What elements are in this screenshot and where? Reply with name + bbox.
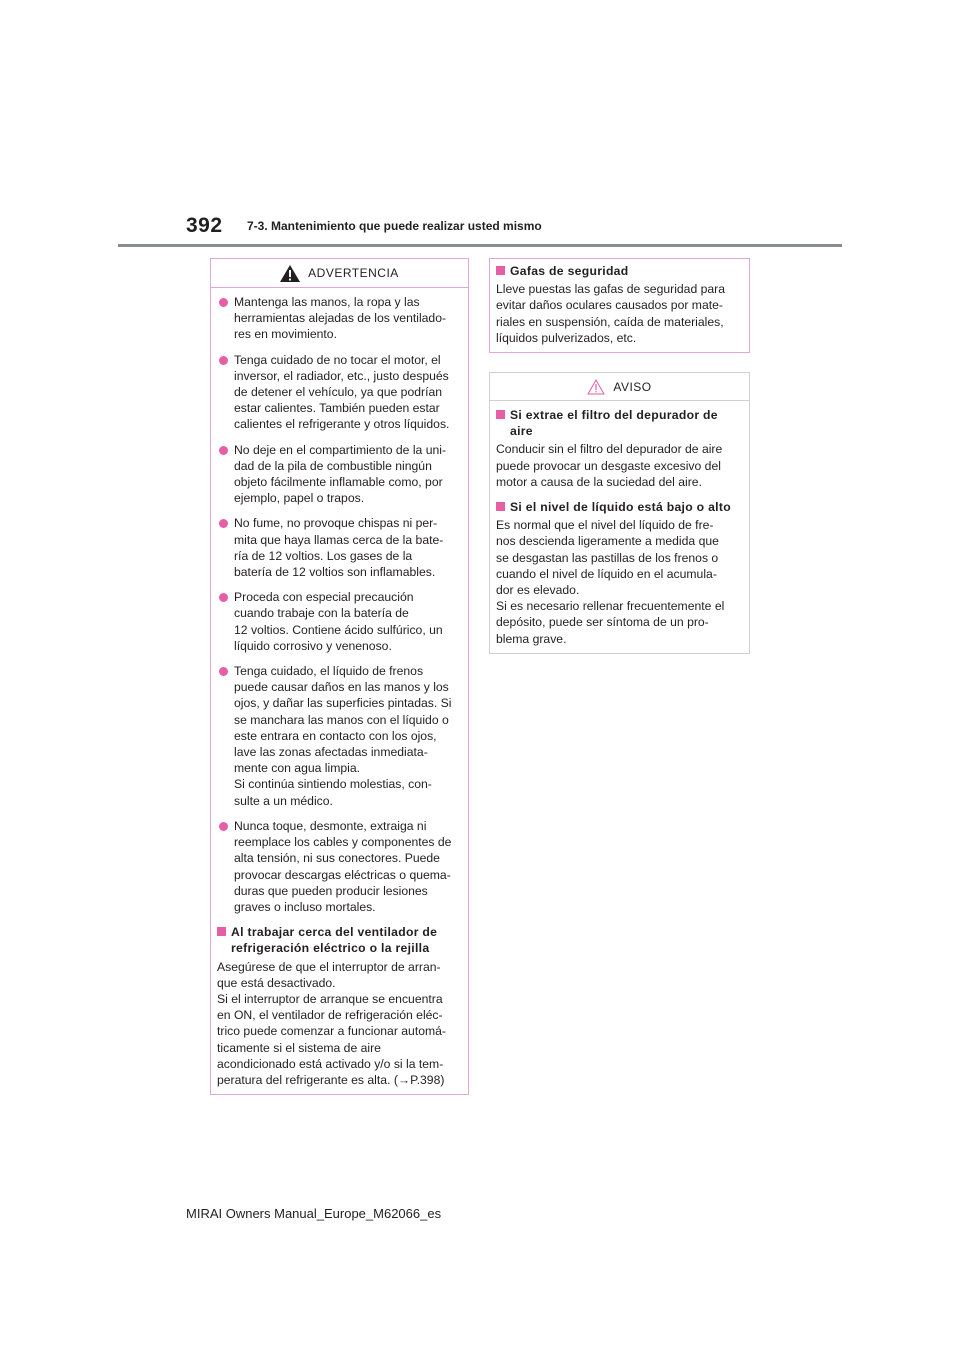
bullet-line: líquido corrosivo y venenoso. — [234, 638, 392, 653]
bullet-line: Tenga cuidado de no tocar el motor, el — [234, 352, 441, 367]
text-line: peratura del refrigerante es alta. (→P.398) — [217, 1072, 445, 1087]
notice-header — [490, 373, 749, 401]
heading-line: Si extrae el filtro del depurador de — [510, 408, 718, 422]
bullet-line: ojos, y dañar las superficies pintadas. Si — [234, 696, 452, 711]
notice-box — [489, 372, 750, 654]
bullet-line: este entrara en contacto con los ojos, — [234, 728, 437, 743]
bullet-line: batería de 12 voltios son inflamables. — [234, 565, 436, 580]
footer-text: MIRAI Owners Manual_Europe_M62066_es — [186, 1206, 442, 1221]
warning-bullet-item — [217, 663, 462, 809]
bullet-line: 12 voltios. Contiene ácido sulfúrico, un — [234, 622, 443, 637]
bullet-line: duras que pueden producir lesiones — [234, 883, 428, 898]
warning-triangle-icon — [280, 265, 300, 282]
warning-box — [210, 258, 469, 1095]
warning-bullet-item — [217, 352, 462, 433]
text-line: cuando el nivel de líquido en el acumula- — [496, 566, 717, 581]
warning-bullet-item — [217, 515, 462, 580]
text-line: se desgastan las pastillas de los frenos o — [496, 550, 719, 565]
circle-bullet-icon — [219, 356, 228, 365]
text-line: Lleve puestas las gafas de seguridad para — [496, 282, 726, 297]
text-line: puede provocar un desgaste excesivo del — [496, 458, 721, 473]
warning-bullet-item — [217, 442, 462, 507]
circle-bullet-icon — [219, 593, 228, 602]
bullet-line: herramientas alejadas de los ventilado- — [234, 311, 447, 326]
header-rule — [118, 244, 842, 247]
warning-body — [211, 288, 468, 1088]
text-line: Asegúrese de que el interruptor de arran- — [217, 959, 441, 974]
bullet-line: inversor, el radiador, etc., justo después — [234, 368, 449, 383]
circle-bullet-icon — [219, 519, 228, 528]
bullet-line: res en movimiento. — [234, 327, 337, 342]
bullet-line: estar calientes. También pueden estar — [234, 401, 440, 416]
goggles-text — [496, 281, 743, 346]
square-bullet-icon — [217, 927, 226, 936]
bullet-line: Mantenga las manos, la ropa y las — [234, 295, 420, 309]
text-line: trico puede comenzar a funcionar automá- — [217, 1024, 446, 1039]
goggles-heading: Gafas de seguridad — [496, 263, 743, 279]
bullet-line: provocar descargas eléctricas o quema- — [234, 867, 451, 882]
bullet-line: lave las zonas afectadas inmediata- — [234, 745, 428, 760]
text-line: que está desactivado. — [217, 975, 336, 990]
heading-line: refrigeración eléctrico o la rejilla — [231, 941, 430, 956]
caution-triangle-icon — [587, 379, 605, 395]
text-line: motor a causa de la suciedad del aire. — [496, 474, 702, 489]
bullet-line: calientes el refrigerante y otros líquidos. — [234, 417, 450, 432]
text-line: Si el interruptor de arranque se encuentra — [217, 991, 443, 1006]
bullet-line: Tenga cuidado, el líquido de frenos — [234, 664, 424, 679]
filter-text — [496, 441, 743, 490]
text-line: líquidos pulverizados, etc. — [496, 330, 637, 345]
filter-heading — [496, 407, 743, 439]
square-bullet-icon — [496, 502, 505, 511]
text-line: blema grave. — [496, 631, 567, 646]
text-line: Conducir sin el filtro del depurador de aire — [496, 442, 723, 457]
text-line: en ON, el ventilador de refrigeración eléc- — [217, 1008, 443, 1023]
text-line: nos descienda ligeramente a medida que — [496, 534, 719, 549]
warning-title: ADVERTENCIA — [308, 266, 399, 280]
page-number: 392 — [186, 214, 223, 237]
warning-header — [211, 259, 468, 288]
bullet-line: ejemplo, papel o trapos. — [234, 491, 365, 506]
warning-bullet-item — [217, 818, 462, 915]
square-bullet-icon — [496, 266, 505, 275]
notice-title: AVISO — [613, 379, 652, 394]
heading-line: Al trabajar cerca del ventilador de — [231, 925, 438, 940]
text-line: Es normal que el nivel del líquido de fre- — [496, 518, 714, 533]
bullet-line: mente con agua limpia. — [234, 761, 361, 776]
fan-heading — [217, 924, 462, 956]
text-line: depósito, puede ser síntoma de un pro- — [496, 615, 709, 630]
bullet-line: alta tensión, ni sus conectores. Puede — [234, 851, 440, 866]
fan-text — [217, 959, 462, 1089]
bullet-line: dad de la pila de combustible ningún — [234, 458, 432, 473]
bullet-line: de detener el vehículo, ya que podrían — [234, 385, 443, 400]
fluid-heading — [496, 499, 743, 515]
text-line: ticamente si el sistema de aire — [217, 1040, 381, 1055]
circle-bullet-icon — [219, 446, 228, 455]
circle-bullet-icon — [219, 667, 228, 676]
bullet-line: sulte a un médico. — [234, 793, 333, 808]
bullet-line: se manchara las manos con el líquido o — [234, 712, 449, 727]
circle-bullet-icon — [219, 822, 228, 831]
section-title: 7-3. Mantenimiento que puede realizar usted mismo — [247, 219, 542, 233]
bullet-line: reemplace los cables y componentes de — [234, 835, 452, 850]
text-line: acondicionado está activado y/o si la tem- — [217, 1056, 444, 1071]
fluid-text — [496, 517, 743, 647]
bullet-line: puede causar daños en las manos y los — [234, 680, 449, 695]
circle-bullet-icon — [219, 298, 228, 307]
bullet-line: No fume, no provoque chispas ni per- — [234, 516, 438, 531]
bullet-line: ría de 12 voltios. Los gases de la — [234, 548, 413, 563]
text-line: evitar daños oculares causados por mate- — [496, 298, 723, 313]
bullet-line: Si continúa sintiendo molestias, con- — [234, 777, 432, 792]
heading-line: aire — [510, 424, 533, 439]
text-line: Si es necesario rellenar frecuentemente el — [496, 599, 725, 614]
bullet-line: mita que haya llamas cerca de la bate- — [234, 532, 444, 547]
text-line: riales en suspensión, caída de materiales, — [496, 314, 724, 329]
text-line: dor es elevado. — [496, 583, 580, 598]
bullet-line: Nunca toque, desmonte, extraiga ni — [234, 818, 427, 833]
bullet-line: objeto fácilmente inflamable como, por — [234, 475, 443, 490]
bullet-line: cuando trabaje con la batería de — [234, 606, 409, 621]
bullet-line: Proceda con especial precaución — [234, 590, 414, 605]
bullet-line: graves o incluso mortales. — [234, 899, 376, 914]
warning-bullet-item — [217, 589, 462, 654]
bullet-line: No deje en el compartimiento de la uni- — [234, 442, 447, 457]
heading-line: Si el nivel de líquido está bajo o alto — [510, 500, 731, 515]
warning-bullet-item — [217, 294, 462, 343]
square-bullet-icon — [496, 410, 505, 419]
goggles-box — [489, 258, 750, 353]
